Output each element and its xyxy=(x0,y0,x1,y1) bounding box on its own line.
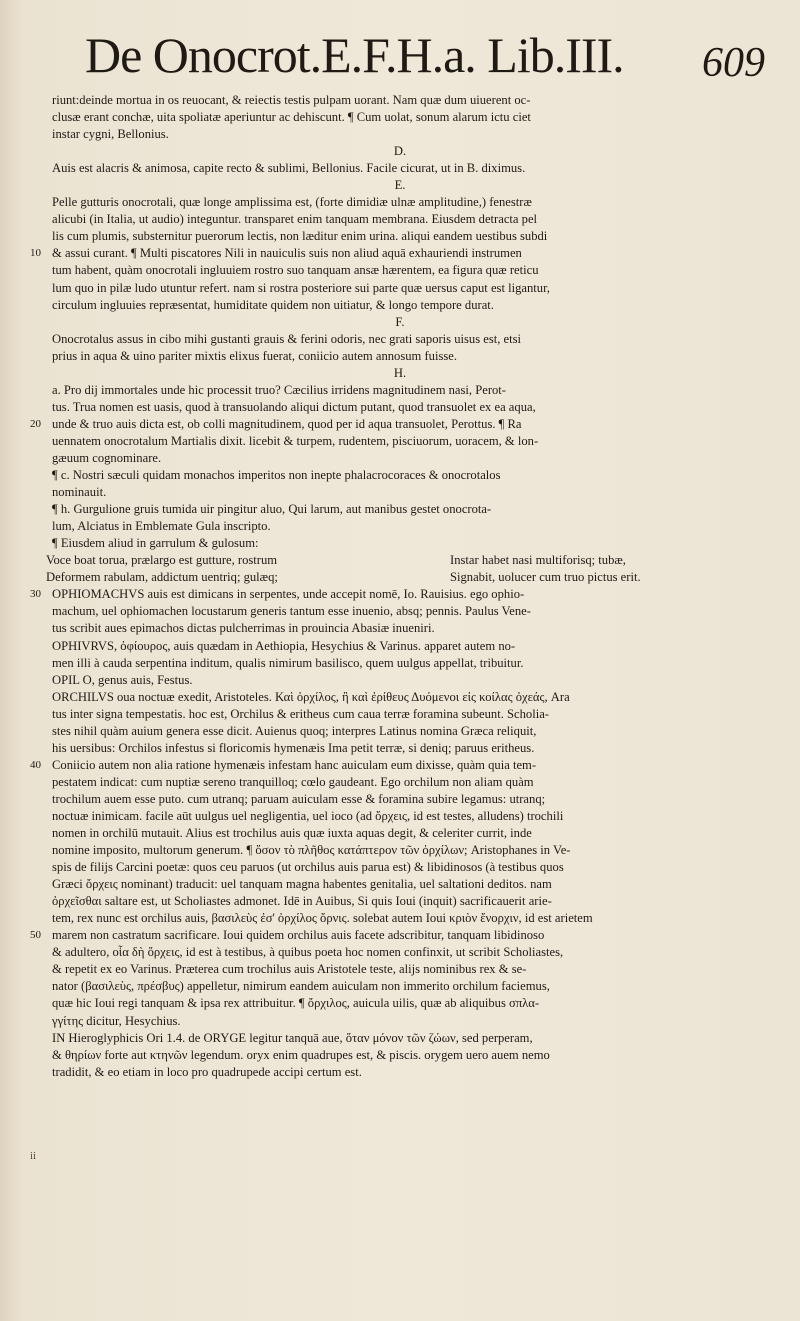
text-line xyxy=(30,603,770,620)
text-line xyxy=(30,92,770,109)
line-text: lis cum plumis, substernitur puerorum lectis, non læditur enim urina. aliqui eandem uestibus subdi xyxy=(52,229,548,244)
text-line xyxy=(30,672,770,689)
line-text: D. xyxy=(393,144,407,159)
line-text: ¶ c. Nostri sæculi quidam monachos imperitos non inepte phalacrocoraces & onocrotalos xyxy=(52,468,501,483)
text-line xyxy=(30,774,770,791)
text-line xyxy=(30,859,770,876)
text-line xyxy=(30,348,770,365)
line-text: men illi à cauda serpentina inditum, qualis nimirum basilisco, quem uulgus appellat, tribuitur. xyxy=(52,655,524,670)
line-text: circulum ingluuies repræsentat, humiditate quidem non uitiatur, & longo tempore durat. xyxy=(52,297,494,312)
line-text: riunt:deinde mortua in os reuocant, & reiectis testis pulpam uorant. Nam quæ dum uiuerent oc- xyxy=(52,93,531,107)
text-line xyxy=(30,689,770,706)
line-text: noctuæ inimicam. facile aūt uulgus uel negligentia, uel ioco (ad ὄρχεις, id est testes, alludens) trochili xyxy=(52,808,564,823)
text-line xyxy=(30,228,770,245)
line-text: prius in aqua & uino pariter mixtis elixus fuerat, coniicio autem annosum fuisse. xyxy=(52,348,458,363)
verse-left: Deformem rabulam, addictum uentriq; gulæq; xyxy=(46,570,278,585)
line-text: machum, uel ophiomachen locustarum generis tantum esse inuenio, absq; pennis. Paulus Vene- xyxy=(52,604,531,619)
text-line xyxy=(30,194,770,211)
text-line xyxy=(30,1013,770,1030)
text-line xyxy=(30,109,770,126)
text-line xyxy=(30,757,770,774)
text-line xyxy=(30,791,770,808)
line-text: & assui curant. ¶ Multi piscatores Nili in nauiculis suis non aliud aquā exhauriendi instrumen xyxy=(52,246,522,261)
text-line xyxy=(30,450,770,467)
line-text: marem non castratum sacrificare. Ioui quidem orchilus auis facete adscribitur, tanquam libidinoso xyxy=(52,928,545,943)
text-line xyxy=(30,825,770,842)
text-line xyxy=(30,262,770,279)
line-text: pestatem indicat: cum nuptiæ sereno tranquilloq; cœlo gaudeant. Ego orchilum non aliam quàm xyxy=(52,774,534,789)
text-line xyxy=(30,1030,770,1047)
line-text: tum habent, quàm onocrotali ingluuiem rostro suo tanquam ansæ hærentem, ea figura quæ reticu xyxy=(52,263,539,278)
line-text: unde & truo auis dicta est, ob colli magnitudinem, quod per id aqua transuolet, Perottus. ¶ Ra xyxy=(52,416,522,431)
line-text: nominauit. xyxy=(52,485,107,500)
text-line xyxy=(30,944,770,961)
section-heading xyxy=(30,177,770,194)
line-text: OPHIOMACHVS auis est dimicans in serpentes, unde accepit nomē, Io. Rauisius. ego ophio- xyxy=(52,587,525,602)
text-body xyxy=(30,92,770,1081)
line-text: lum, Alciatus in Emblemate Gula inscripto. xyxy=(52,519,271,534)
line-text: F. xyxy=(395,314,405,329)
line-number: 10 xyxy=(30,247,41,260)
verse-right: Signabit, uolucer cum truo pictus erit. xyxy=(450,570,641,585)
line-text: ¶ Eiusdem aliud in garrulum & gulosum: xyxy=(52,536,259,551)
text-line xyxy=(30,638,770,655)
text-line xyxy=(30,467,770,484)
line-text: tus inter signa tempestatis. hoc est, Orchilus & eritheus cum caua terræ foramina subeunt. Scholia- xyxy=(52,706,549,721)
line-text: tem, rex nunc est orchilus auis, βασιλεὺς ἐσ' ὀρχίλος ὄρνις. solebat autem Ioui κριὸν ἔνορχιν, id est arietem xyxy=(52,911,593,926)
line-text: Pelle gutturis onocrotali, quæ longe amplissima est, (forte dimidiæ ulnæ amplitudine,) fenestræ xyxy=(52,195,532,210)
text-line xyxy=(30,535,770,552)
line-text: tradidit, & eo etiam in loco pro quadrupede accipi certum est. xyxy=(52,1064,362,1079)
line-text: nomine imposito, multorum generum. ¶ ὅσον τὸ πλῆθος κατάπτερον τῶν ὀρχίλων; Aristophanes in Ve- xyxy=(52,843,571,858)
text-line xyxy=(30,893,770,910)
line-text: trochilum auem esse puto. cum utranq; paruam auiculam esse & foramina subire legamus: utranq; xyxy=(52,791,546,806)
text-line xyxy=(30,416,770,433)
line-text: ORCHILVS oua noctuæ exedit, Aristoteles. Καὶ ὀρχίλος, ἢ καὶ ἐρίθευς Δυόμενοι εἰς κοίλας ὀχεάς, Ara xyxy=(52,689,570,704)
line-text: quæ hic Ioui regi tanquam & ipsa rex attribuitur. ¶ ὄρχιλος, auicula uilis, quæ ab aliquibus σπλα- xyxy=(52,996,540,1011)
line-text: OPHIVRVS, ὀφίουρος, auis quædam in Aethiopia, Hesychius & Varinus. apparet autem no- xyxy=(52,638,516,653)
text-line xyxy=(30,586,770,603)
text-line xyxy=(30,297,770,314)
line-text: nator (βασιλεὺς, πρέσβυς) appelletur, nimirum eandem auiculam non immerito orchilum faciemus, xyxy=(52,979,550,994)
text-line xyxy=(30,978,770,995)
line-text: E. xyxy=(394,178,406,193)
verse-line xyxy=(30,569,770,586)
line-text: Auis est alacris & animosa, capite recto & sublimi, Bellonius. Facile cicurat, ut in B. diximus. xyxy=(52,161,526,176)
text-line xyxy=(30,655,770,672)
line-number: 20 xyxy=(30,417,41,430)
line-text: Græci ὄρχεις nominant) traducit: uel tanquam magna habentes genitalia, uel saltationi deditos. nam xyxy=(52,877,552,892)
section-heading xyxy=(30,143,770,160)
text-line xyxy=(30,808,770,825)
page-number: 609 xyxy=(702,40,765,86)
line-text: & repetit ex eo Varinus. Præterea cum trochilus auis Aristotele teste, alijs nominibus rex & se- xyxy=(52,962,527,977)
text-line xyxy=(30,518,770,535)
section-heading xyxy=(30,365,770,382)
line-text: Coniicio autem non alia ratione hymenæis infestam hanc auiculam eum dixisse, quàm quia tem- xyxy=(52,757,537,772)
line-text: a. Pro dij immortales unde hic processit truo? Cæcilius irridens magnitudinem nasi, Perot- xyxy=(52,382,506,397)
text-line xyxy=(30,382,770,399)
line-text: & θηρίων forte aut κτηνῶν legendum. oryx enim quadrupes est, & piscis. orygem uero auem nemo xyxy=(52,1047,550,1062)
text-line xyxy=(30,740,770,757)
text-line xyxy=(30,433,770,450)
line-text: tus. Trua nomen est uasis, quod à transuolando aliqui dictum putant, quod transuolet ex ea aqua, xyxy=(52,399,536,414)
text-line xyxy=(30,160,770,177)
text-line xyxy=(30,245,770,262)
section-heading xyxy=(30,314,770,331)
line-text: ὀρχεῖσθαι saltare est, ut Scholiastes admonet. Idē in Auibus, Si quis Ioui (inquit) sacrificauerit arie- xyxy=(52,894,552,909)
line-number: 40 xyxy=(30,758,41,771)
text-line xyxy=(30,331,770,348)
text-line xyxy=(30,995,770,1012)
footer-mark: ii xyxy=(30,1150,37,1162)
line-text: ¶ h. Gurgulione gruis tumida uir pingitur aluo, Qui larum, aut manibus gestet onocrota- xyxy=(52,502,492,517)
text-line xyxy=(30,399,770,416)
text-line xyxy=(30,842,770,859)
line-text: IN Hieroglyphicis Ori 1.4. de ORYGE legitur tanquā aue, ὅταν μόνον τῶν ζώων, sed perperam, xyxy=(52,1030,533,1045)
line-text: OPIL O, genus auis, Festus. xyxy=(52,672,193,687)
line-text: his uersibus: Orchilos infestus si floricomis hymenæis Ima petit terræ, si deniq; paruus eritheus. xyxy=(52,740,535,755)
line-text: clusæ erant conchæ, uita spoliatæ aperiuntur ac dehiscunt. ¶ Cum uolat, sonum alarum ictu ciet xyxy=(52,110,531,125)
line-text: nomen in orchilū mutauit. Alius est trochilus auis quæ iuxta aquas degit, & celeriter currit, inde xyxy=(52,826,532,841)
text-line xyxy=(30,484,770,501)
text-line xyxy=(30,501,770,518)
line-text: γγίτης dicitur, Hesychius. xyxy=(52,1013,181,1028)
line-text: stes nihil quàm auium genera esse dicit. Auienus quoq; interpres Latinus nomina Græca reliquit, xyxy=(52,723,537,738)
text-line xyxy=(30,961,770,978)
line-number: 30 xyxy=(30,588,41,601)
verse-line xyxy=(30,552,770,569)
line-text: spis de filijs Carcini poetæ: quos ceu paruos (ut orchilus auis parua est) & libidinosos (à testibus quos xyxy=(52,860,564,875)
line-text: H. xyxy=(393,365,407,380)
text-line xyxy=(30,927,770,944)
text-line xyxy=(30,620,770,637)
verse-left: Voce boat torua, prælargo est gutture, rostrum xyxy=(46,553,278,568)
line-text: alicubi (in Italia, ut audio) integuntur. transparet enim tanquam membrana. Eiusdem detracta pel xyxy=(52,212,538,227)
text-line xyxy=(30,876,770,893)
verse-right: Instar habet nasi multiforisq; tubæ, xyxy=(450,553,626,568)
text-line xyxy=(30,1047,770,1064)
line-text: gæuum cognominare. xyxy=(52,450,162,465)
text-line xyxy=(30,910,770,927)
text-line xyxy=(30,1064,770,1081)
text-line xyxy=(30,211,770,228)
line-text: lum quo in pilæ ludo utuntur refert. nam si rostra posteriore sui parte quæ uersus caput est ligantur, xyxy=(52,280,550,295)
line-text: instar cygni, Bellonius. xyxy=(52,127,169,142)
running-title: De Onocrot.E.F.H.a. Lib.III. xyxy=(85,27,624,83)
text-line xyxy=(30,706,770,723)
text-line xyxy=(30,280,770,297)
line-text: Onocrotalus assus in cibo mihi gustanti grauis & ferini odoris, nec grati saporis uisus est, etsi xyxy=(52,331,522,346)
line-text: & adultero, οἷα δὴ ὄρχεις, id est à testibus, à quibus poeta hoc nomen confinxit, ut scribit Scholiastes, xyxy=(52,945,564,960)
line-number: 50 xyxy=(30,929,41,942)
text-line xyxy=(30,723,770,740)
line-text: uennatem onocrotalum Martialis dixit. licebit & turpem, rudentem, pisciuorum, uoracem, & lon- xyxy=(52,433,539,448)
text-line xyxy=(30,126,770,143)
line-text: tus scribit aues epimachos dictas pulcherrimas in prouincia Abasiæ inueniri. xyxy=(52,621,435,636)
